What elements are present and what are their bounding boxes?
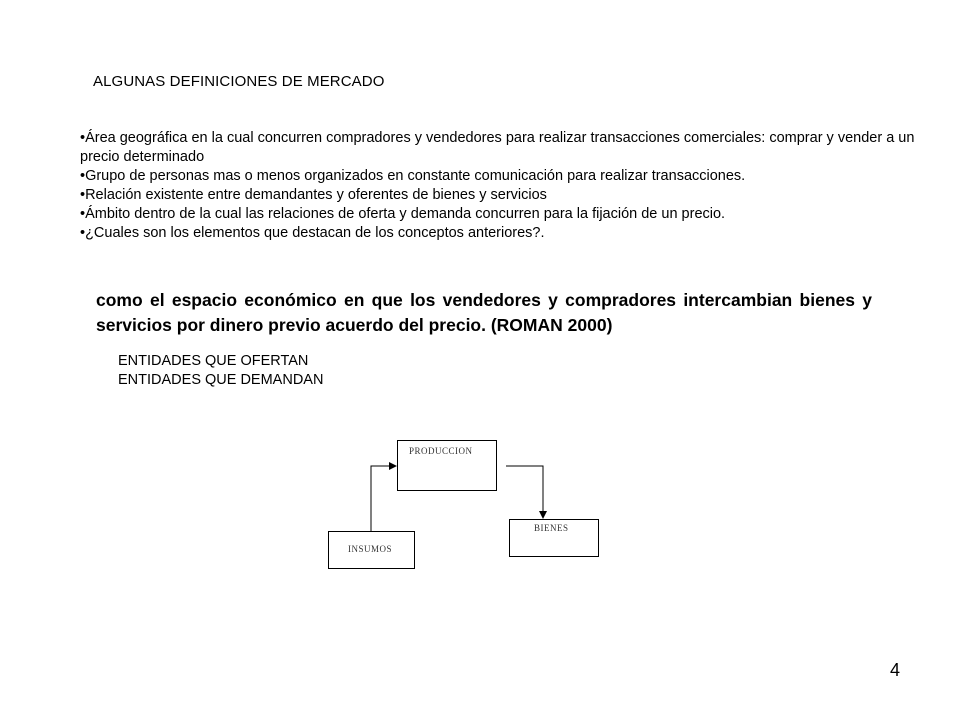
page-number: 4 bbox=[890, 660, 901, 680]
insumos-box bbox=[328, 531, 415, 569]
insumos-to-produccion-arrow bbox=[371, 466, 396, 531]
definition-item: •Grupo de personas mas o menos organizados en constante comunicación para realizar transacciones. bbox=[80, 168, 746, 184]
entity-demand: ENTIDADES QUE DEMANDAN bbox=[118, 372, 324, 388]
definition-item: •Área geográfica en la cual concurren compradores y vendedores para realizar transacciones comerciales: comprar y vender a un precio determinado bbox=[80, 130, 915, 165]
bienes-box bbox=[509, 519, 599, 557]
entities-list bbox=[118, 352, 323, 390]
produccion-label: PRODUCCION bbox=[409, 446, 473, 456]
entity-offer: ENTIDADES QUE OFERTAN bbox=[118, 353, 309, 369]
definitions-list bbox=[80, 129, 920, 243]
insumos-label: INSUMOS bbox=[348, 544, 393, 554]
definition-item: •Relación existente entre demandantes y oferentes de bienes y servicios bbox=[80, 187, 547, 203]
definition-item: •Ámbito dentro de la cual las relaciones de oferta y demanda concurren para la fijación de un precio. bbox=[80, 206, 726, 222]
bienes-label: BIENES bbox=[534, 523, 569, 533]
produccion-box bbox=[397, 440, 497, 491]
slide-title: ALGUNAS DEFINICIONES DE MERCADO bbox=[93, 73, 385, 90]
definition-item: •¿Cuales son los elementos que destacan de los conceptos anteriores?. bbox=[80, 225, 545, 241]
produccion-to-bienes-arrow bbox=[506, 466, 543, 518]
market-definition-quote: como el espacio económico en que los vendedores y compradores intercambian bienes y servicios por dinero previo acuerdo del precio. (ROMAN 2000) bbox=[96, 290, 872, 335]
